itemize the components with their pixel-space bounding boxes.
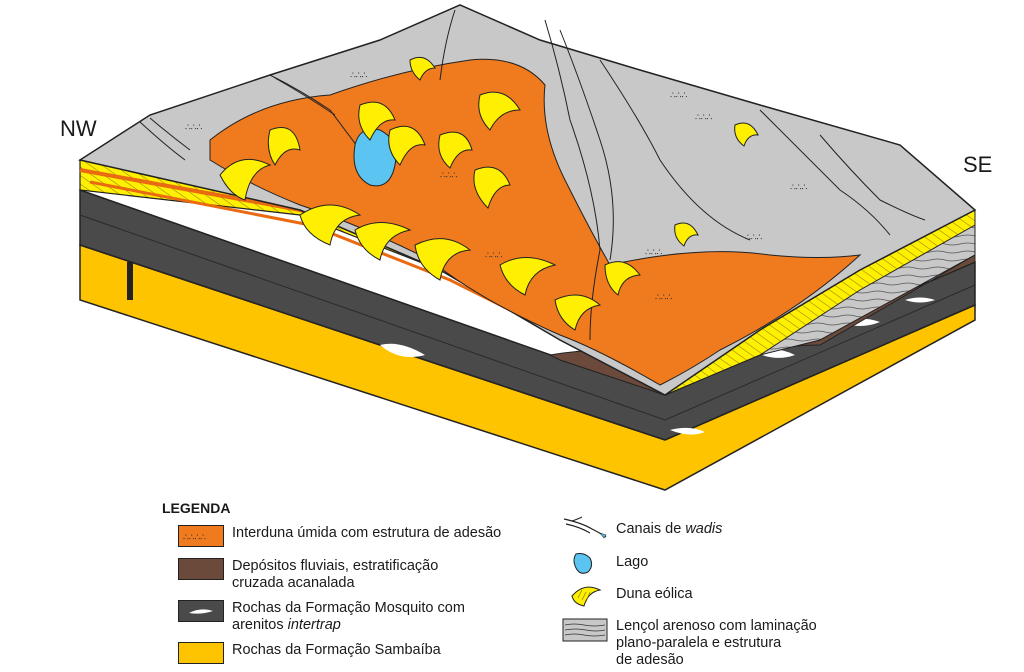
svg-text:∴∴∴∴: ∴∴∴∴ xyxy=(183,533,206,543)
legend-item-fluvial xyxy=(178,558,438,592)
legend-mosquito-line2: arenitos xyxy=(232,617,288,633)
legend-sand-sheet-line3: de adesão xyxy=(616,652,684,668)
legend-item-interdune xyxy=(178,525,501,547)
svg-text:∴∴∴: ∴∴∴ xyxy=(745,233,763,243)
legend-sambaiba-label: Rochas da Formação Sambaíba xyxy=(232,642,441,658)
svg-text:∴∴∴: ∴∴∴ xyxy=(695,113,713,123)
legend-item-dune xyxy=(562,582,693,608)
wadi-channel-icon xyxy=(562,515,608,541)
dune-icon xyxy=(562,582,608,608)
legend-sand-sheet-line1: Lençol arenoso com laminação xyxy=(616,618,817,634)
legend-dune-label: Duna eólica xyxy=(616,586,693,602)
lake-icon xyxy=(562,550,608,576)
legend-sand-sheet-line2: plano-paralela e estrutura xyxy=(616,635,782,651)
legend-item-wadis xyxy=(562,515,722,541)
legend-mosquito-line1: Rochas da Formação Mosquito com xyxy=(232,600,465,616)
sand-sheet-icon xyxy=(562,618,608,644)
svg-text:∴∴∴: ∴∴∴ xyxy=(485,251,503,261)
legend-item-sambaiba xyxy=(178,642,441,664)
legend-interdune-label: Interduna úmida com estrutura de adesão xyxy=(232,525,502,541)
direction-nw-label: NW xyxy=(60,116,97,141)
legend-item-mosquito xyxy=(178,600,465,634)
legend-item-sand-sheet xyxy=(562,618,817,669)
legend-wadis-italic: wadis xyxy=(685,521,723,537)
svg-text:∴∴∴: ∴∴∴ xyxy=(350,71,368,81)
legend-wadis-prefix: Canais de xyxy=(616,521,686,537)
svg-text:∴∴∴: ∴∴∴ xyxy=(440,171,458,181)
interdune-swatch xyxy=(178,525,224,547)
legend-title: LEGENDA xyxy=(162,500,231,516)
legend-item-lake xyxy=(562,550,648,576)
svg-text:∴∴∴: ∴∴∴ xyxy=(790,183,808,193)
legend-fluvial-line1: Depósitos fluviais, estratificação xyxy=(232,558,439,574)
svg-text:∴∴∴: ∴∴∴ xyxy=(645,248,663,258)
direction-se-label: SE xyxy=(963,152,993,177)
legend-mosquito-italic: intertrap xyxy=(287,617,341,633)
fluvial-swatch xyxy=(178,558,224,580)
svg-text:∴∴∴: ∴∴∴ xyxy=(655,293,673,303)
mosquito-swatch xyxy=(178,600,224,622)
legend-fluvial-line2: cruzada acanalada xyxy=(232,575,355,591)
svg-text:∴∴∴: ∴∴∴ xyxy=(670,91,688,101)
adhesion-texture-icon xyxy=(179,526,223,546)
svg-text:∴∴∴: ∴∴∴ xyxy=(185,123,203,133)
legend-lake-label: Lago xyxy=(616,554,649,570)
sambaiba-swatch xyxy=(178,642,224,664)
intertrap-lens-icon xyxy=(179,601,223,621)
